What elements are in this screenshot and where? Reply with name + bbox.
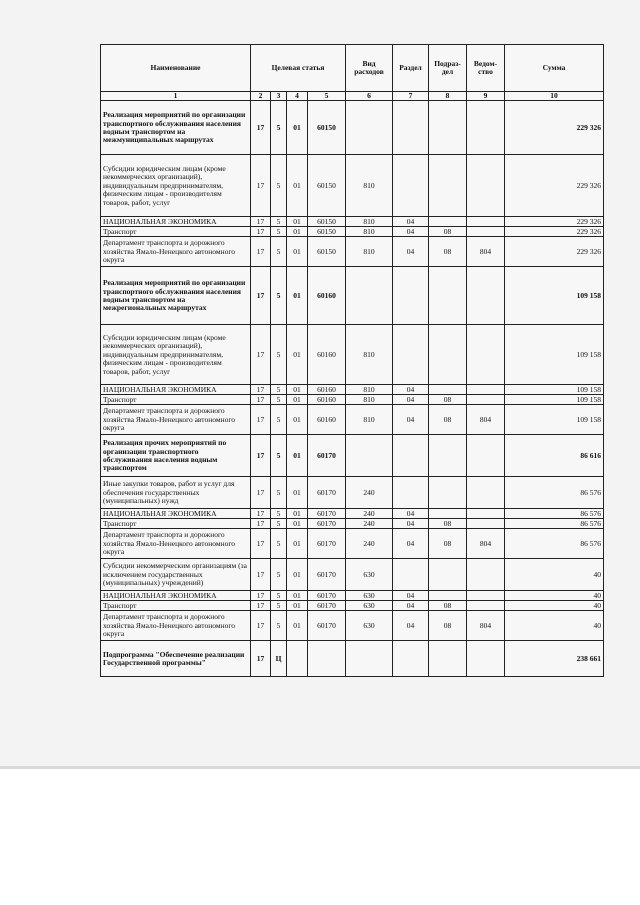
row-subsection: 08 [429,529,467,559]
row-subsection [429,155,467,217]
row-subsection [429,385,467,395]
row-code-direction: 60170 [308,509,346,519]
header-row [101,45,604,92]
row-code-program: 17 [251,509,271,519]
row-code-subprogram: 5 [271,267,287,325]
row-code-program: 17 [251,155,271,217]
row-sum: 229 326 [505,227,604,237]
row-department: 804 [467,405,505,435]
row-section [393,267,429,325]
row-code-program: 17 [251,559,271,591]
row-name: Реализация прочих мероприятий по организации транспортного обслуживания населения водным транспортом [101,435,251,477]
table-row [101,217,604,227]
row-expense-type: 810 [346,237,393,267]
row-subsection: 08 [429,519,467,529]
row-code-subprogram: 5 [271,395,287,405]
row-code-program: 17 [251,395,271,405]
row-expense-type: 630 [346,611,393,641]
row-expense-type: 810 [346,395,393,405]
row-code-main-event: 01 [287,529,308,559]
row-subsection: 08 [429,601,467,611]
row-code-main-event: 01 [287,395,308,405]
row-code-subprogram: 5 [271,509,287,519]
row-name: Транспорт [101,227,251,237]
row-code-program: 17 [251,641,271,677]
index-cell: 1 [101,92,251,101]
row-name: Департамент транспорта и дорожного хозяйства Ямало-Ненецкого автономного округа [101,611,251,641]
table-row [101,601,604,611]
row-code-program: 17 [251,611,271,641]
row-code-program: 17 [251,435,271,477]
row-section [393,477,429,509]
row-department [467,559,505,591]
row-code-program: 17 [251,519,271,529]
row-name: НАЦИОНАЛЬНАЯ ЭКОНОМИКА [101,217,251,227]
row-name: Субсидии некоммерческим организациям (за исключением государственных (муниципальных) учреждений) [101,559,251,591]
row-subsection: 08 [429,611,467,641]
row-code-subprogram: 5 [271,519,287,529]
row-sum: 86 576 [505,529,604,559]
row-code-subprogram: 5 [271,237,287,267]
row-sum: 40 [505,601,604,611]
row-code-main-event: 01 [287,601,308,611]
row-section [393,435,429,477]
row-expense-type: 630 [346,591,393,601]
row-name: Реализация мероприятий по организации транспортного обслуживания населения водным транспортом на межмуниципальных маршрутах [101,101,251,155]
row-sum: 86 576 [505,519,604,529]
row-code-main-event [287,641,308,677]
row-sum: 86 576 [505,477,604,509]
row-section: 04 [393,509,429,519]
row-department [467,509,505,519]
row-sum: 229 326 [505,217,604,227]
row-code-subprogram: 5 [271,385,287,395]
row-name: Иные закупки товаров, работ и услуг для обеспечения государственных (муниципальных) нужд [101,477,251,509]
row-subsection [429,559,467,591]
row-subsection [429,509,467,519]
table-row [101,237,604,267]
row-expense-type [346,101,393,155]
row-code-direction: 60160 [308,385,346,395]
row-subsection [429,267,467,325]
table-row [101,509,604,519]
table-row [101,267,604,325]
header-target: Целевая статья [251,45,346,92]
row-department [467,519,505,529]
row-code-program: 17 [251,325,271,385]
row-code-subprogram: 5 [271,601,287,611]
row-expense-type [346,435,393,477]
row-expense-type: 240 [346,529,393,559]
row-section: 04 [393,217,429,227]
row-code-main-event: 01 [287,509,308,519]
row-sum: 238 661 [505,641,604,677]
row-code-program: 17 [251,227,271,237]
row-code-main-event: 01 [287,477,308,509]
row-subsection [429,641,467,677]
row-name: Департамент транспорта и дорожного хозяйства Ямало-Ненецкого автономного округа [101,237,251,267]
row-code-direction: 60160 [308,267,346,325]
index-cell: 8 [429,92,467,101]
budget-table [100,44,604,677]
row-name: Транспорт [101,601,251,611]
table-row [101,591,604,601]
header-section: Раздел [393,45,429,92]
row-department [467,101,505,155]
row-name: Реализация мероприятий по организации транспортного обслуживания населения водным транспортом на межрегиональных маршрутах [101,267,251,325]
row-code-subprogram: 5 [271,155,287,217]
index-cell: 4 [287,92,308,101]
header-subsection: Подраз-дел [429,45,467,92]
row-section: 04 [393,529,429,559]
row-code-main-event: 01 [287,325,308,385]
row-code-direction: 60160 [308,405,346,435]
row-subsection [429,477,467,509]
row-code-main-event: 01 [287,559,308,591]
row-department: 804 [467,529,505,559]
row-code-main-event: 01 [287,267,308,325]
index-cell: 3 [271,92,287,101]
row-expense-type: 810 [346,325,393,385]
row-name: НАЦИОНАЛЬНАЯ ЭКОНОМИКА [101,509,251,519]
row-expense-type: 810 [346,227,393,237]
row-code-main-event: 01 [287,217,308,227]
row-code-direction: 60170 [308,559,346,591]
row-department [467,591,505,601]
row-section: 04 [393,385,429,395]
row-code-subprogram: 5 [271,405,287,435]
index-cell: 6 [346,92,393,101]
row-section: 04 [393,405,429,435]
row-code-direction: 60160 [308,325,346,385]
table-row [101,395,604,405]
table-row [101,101,604,155]
table-row [101,519,604,529]
row-department [467,267,505,325]
row-code-direction: 60150 [308,155,346,217]
row-department [467,395,505,405]
table-row [101,477,604,509]
row-section [393,155,429,217]
row-code-subprogram: 5 [271,611,287,641]
row-code-program: 17 [251,529,271,559]
row-code-subprogram: 5 [271,325,287,385]
row-sum: 86 576 [505,509,604,519]
row-code-main-event: 01 [287,155,308,217]
row-name: НАЦИОНАЛЬНАЯ ЭКОНОМИКА [101,591,251,601]
row-department [467,477,505,509]
row-code-direction: 60170 [308,529,346,559]
row-code-direction: 60170 [308,611,346,641]
row-department [467,435,505,477]
row-code-subprogram: 5 [271,101,287,155]
row-code-main-event: 01 [287,519,308,529]
row-section [393,641,429,677]
row-subsection [429,101,467,155]
row-subsection: 08 [429,237,467,267]
row-code-subprogram: 5 [271,217,287,227]
row-expense-type: 240 [346,477,393,509]
row-department [467,325,505,385]
row-code-main-event: 01 [287,591,308,601]
row-code-direction: 60150 [308,101,346,155]
row-name: Департамент транспорта и дорожного хозяйства Ямало-Ненецкого автономного округа [101,529,251,559]
table-row [101,641,604,677]
table-row [101,385,604,395]
row-code-direction: 60150 [308,227,346,237]
row-code-program: 17 [251,237,271,267]
table-row [101,227,604,237]
row-sum: 109 158 [505,267,604,325]
row-code-subprogram: 5 [271,477,287,509]
row-code-subprogram: 5 [271,591,287,601]
row-expense-type: 810 [346,405,393,435]
row-code-subprogram: Ц [271,641,287,677]
row-name: Подпрограмма "Обеспечение реализации Государственной программы" [101,641,251,677]
row-code-subprogram: 5 [271,559,287,591]
header-department: Ведом-ство [467,45,505,92]
index-cell: 10 [505,92,604,101]
row-section [393,101,429,155]
row-code-program: 17 [251,477,271,509]
row-name: Транспорт [101,519,251,529]
page-edge [0,766,640,769]
row-department: 804 [467,237,505,267]
row-sum: 40 [505,591,604,601]
row-code-direction: 60170 [308,601,346,611]
row-section: 04 [393,395,429,405]
row-code-program: 17 [251,217,271,227]
row-subsection [429,591,467,601]
row-code-direction: 60160 [308,395,346,405]
row-sum: 40 [505,559,604,591]
row-expense-type: 810 [346,385,393,395]
row-sum: 109 158 [505,395,604,405]
row-code-direction [308,641,346,677]
index-cell: 2 [251,92,271,101]
row-name: Субсидии юридическим лицам (кроме некоммерческих организаций), индивидуальным предпринимателям, физическим лицам - производителям товаров, работ, услуг [101,155,251,217]
row-sum: 109 158 [505,325,604,385]
row-code-direction: 60170 [308,591,346,601]
row-code-direction: 60170 [308,477,346,509]
row-code-subprogram: 5 [271,435,287,477]
row-subsection: 08 [429,405,467,435]
row-name: Транспорт [101,395,251,405]
row-code-main-event: 01 [287,101,308,155]
row-expense-type: 240 [346,519,393,529]
row-department [467,155,505,217]
row-sum: 109 158 [505,405,604,435]
row-sum: 86 616 [505,435,604,477]
row-code-subprogram: 5 [271,227,287,237]
row-subsection [429,217,467,227]
row-code-program: 17 [251,267,271,325]
row-code-subprogram: 5 [271,529,287,559]
row-section: 04 [393,591,429,601]
row-sum: 40 [505,611,604,641]
row-code-program: 17 [251,385,271,395]
index-cell: 9 [467,92,505,101]
table-row [101,325,604,385]
row-section: 04 [393,519,429,529]
row-section: 04 [393,237,429,267]
row-name: Департамент транспорта и дорожного хозяйства Ямало-Ненецкого автономного округа [101,405,251,435]
table-row [101,155,604,217]
row-expense-type: 810 [346,217,393,227]
row-code-direction: 60170 [308,519,346,529]
row-department: 804 [467,611,505,641]
row-section [393,559,429,591]
row-expense-type: 630 [346,559,393,591]
row-section: 04 [393,601,429,611]
row-code-main-event: 01 [287,611,308,641]
header-sum: Сумма [505,45,604,92]
row-department [467,217,505,227]
row-section [393,325,429,385]
row-sum: 109 158 [505,385,604,395]
row-code-program: 17 [251,405,271,435]
row-code-main-event: 01 [287,435,308,477]
table-row [101,559,604,591]
row-expense-type [346,267,393,325]
row-code-main-event: 01 [287,237,308,267]
row-section: 04 [393,227,429,237]
row-expense-type: 630 [346,601,393,611]
row-name: НАЦИОНАЛЬНАЯ ЭКОНОМИКА [101,385,251,395]
row-department [467,227,505,237]
row-sum: 229 326 [505,101,604,155]
row-code-direction: 60150 [308,237,346,267]
row-code-direction: 60170 [308,435,346,477]
row-department [467,641,505,677]
table-row [101,405,604,435]
table-row [101,611,604,641]
row-department [467,601,505,611]
row-sum: 229 326 [505,237,604,267]
row-subsection: 08 [429,227,467,237]
row-subsection [429,325,467,385]
row-expense-type: 810 [346,155,393,217]
row-department [467,385,505,395]
header-name: Наименование [101,45,251,92]
row-sum: 229 326 [505,155,604,217]
row-code-main-event: 01 [287,227,308,237]
row-code-program: 17 [251,601,271,611]
row-code-program: 17 [251,101,271,155]
index-row [101,92,604,101]
header-exp-type: Вид расходов [346,45,393,92]
row-code-main-event: 01 [287,385,308,395]
row-subsection: 08 [429,395,467,405]
row-code-direction: 60150 [308,217,346,227]
index-cell: 5 [308,92,346,101]
table-row [101,435,604,477]
row-code-main-event: 01 [287,405,308,435]
row-section: 04 [393,611,429,641]
index-cell: 7 [393,92,429,101]
table-row [101,529,604,559]
row-code-program: 17 [251,591,271,601]
row-name: Субсидии юридическим лицам (кроме некоммерческих организаций), индивидуальным предпринимателям, физическим лицам - производителям товаров, работ, услуг [101,325,251,385]
row-expense-type: 240 [346,509,393,519]
row-subsection [429,435,467,477]
row-expense-type [346,641,393,677]
